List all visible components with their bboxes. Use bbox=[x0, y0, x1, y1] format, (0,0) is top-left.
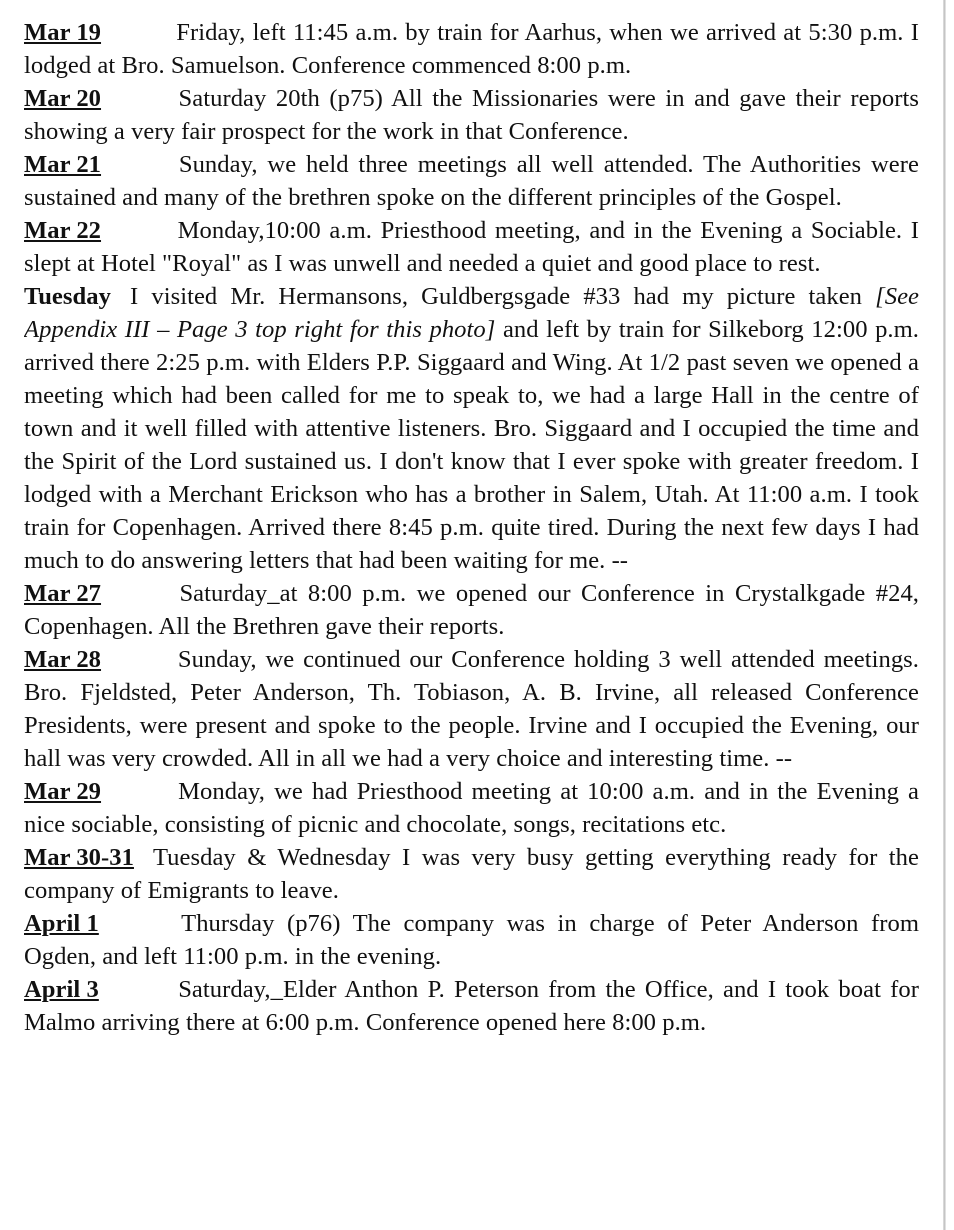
page-edge-shadow bbox=[943, 0, 946, 1230]
journal-entry-april-3 bbox=[24, 973, 919, 1039]
journal-entry-mar-20 bbox=[24, 82, 919, 148]
entry-text: Saturday_at 8:00 p.m. we opened our Conference in Crystalkgade #24, Copenhagen. All the Brethren gave their reports. bbox=[24, 580, 919, 640]
entry-text: Friday, left 11:45 a.m. by train for Aarhus, when we arrived at 5:30 p.m. I lodged at Bro. Samuelson. Conference commenced 8:00 p.m. bbox=[24, 19, 919, 79]
journal-entry-mar-28 bbox=[24, 643, 919, 775]
entry-text: Thursday (p76) The company was in charge of Peter Anderson from Ogden, and left 11:00 p.m. in the evening. bbox=[24, 910, 919, 970]
entry-date: Mar 29 bbox=[24, 778, 102, 805]
journal-entry-mar-19 bbox=[24, 16, 919, 82]
entry-text: Sunday, we continued our Conference holding 3 well attended meetings. Bro. Fjeldsted, Peter Anderson, Th. Tobiason, A. B. Irvine, all released Conference Presidents, were present and spoke to the people. Irvine and I occupied the Evening, our hall was very crowded. All in all we had a very choice and interesting time. -- bbox=[24, 646, 919, 772]
journal-page bbox=[24, 16, 919, 1230]
entry-text: Monday,10:00 a.m. Priesthood meeting, and in the Evening a Sociable. I slept at Hotel "Royal" as I was unwell and needed a quiet and good place to rest. bbox=[24, 217, 919, 277]
journal-entry-mar-27 bbox=[24, 577, 919, 643]
appendix-reference: [See Appendix III – Page 3 top right for this photo] bbox=[24, 283, 919, 343]
entry-date: Mar 20 bbox=[24, 85, 102, 112]
entry-date: Mar 27 bbox=[24, 580, 102, 607]
entry-date: Mar 21 bbox=[24, 151, 102, 178]
entry-date: April 1 bbox=[24, 910, 99, 937]
entry-date: Tuesday bbox=[24, 283, 111, 310]
journal-entry-april-1 bbox=[24, 907, 919, 973]
journal-entry-mar-29 bbox=[24, 775, 919, 841]
journal-entry-tuesday bbox=[24, 280, 919, 577]
entry-date: Mar 22 bbox=[24, 217, 102, 244]
entry-text-continued: and left by train for Silkeborg 12:00 p.m. arrived there 2:25 p.m. with Elders P.P. Siggaard and Wing. At 1/2 past seven we opened a meeting which had been called for me to speak to, we had a large Hall in the centre of town and it well filled with attentive listeners. Bro. Siggaard and I occupied the time and the Spirit of the Lord sustained us. I don't know that I ever spoke with greater freedom. I lodged with a Merchant Erickson who has a brother in Salem, Utah. At 11:00 a.m. I took train for Copenhagen. Arrived there 8:45 p.m. quite tired. During the next few days I had much to do answering letters that had been waiting for me. -- bbox=[24, 316, 919, 574]
entry-text: Monday, we had Priesthood meeting at 10:00 a.m. and in the Evening a nice sociable, consisting of picnic and chocolate, songs, recitations etc. bbox=[24, 778, 919, 838]
entry-date: Mar 30-31 bbox=[24, 844, 134, 871]
journal-entry-mar-30-31 bbox=[24, 841, 919, 907]
entry-text: I visited Mr. Hermansons, Guldbergsgade #33 had my picture taken bbox=[130, 283, 863, 310]
entry-date: Mar 28 bbox=[24, 646, 102, 673]
entry-text: Tuesday & Wednesday I was very busy getting everything ready for the company of Emigrants to leave. bbox=[24, 844, 919, 904]
entry-text: Saturday,_Elder Anthon P. Peterson from the Office, and I took boat for Malmo arriving there at 6:00 p.m. Conference opened here 8:00 p.m. bbox=[24, 976, 919, 1036]
entry-text: Saturday 20th (p75) All the Missionaries were in and gave their reports showing a very fair prospect for the work in that Conference. bbox=[24, 85, 919, 145]
entry-text: Sunday, we held three meetings all well attended. The Authorities were sustained and many of the brethren spoke on the different principles of the Gospel. bbox=[24, 151, 919, 211]
journal-entry-mar-22 bbox=[24, 214, 919, 280]
journal-entry-mar-21 bbox=[24, 148, 919, 214]
entry-date: Mar 19 bbox=[24, 19, 102, 46]
entry-date: April 3 bbox=[24, 976, 99, 1003]
